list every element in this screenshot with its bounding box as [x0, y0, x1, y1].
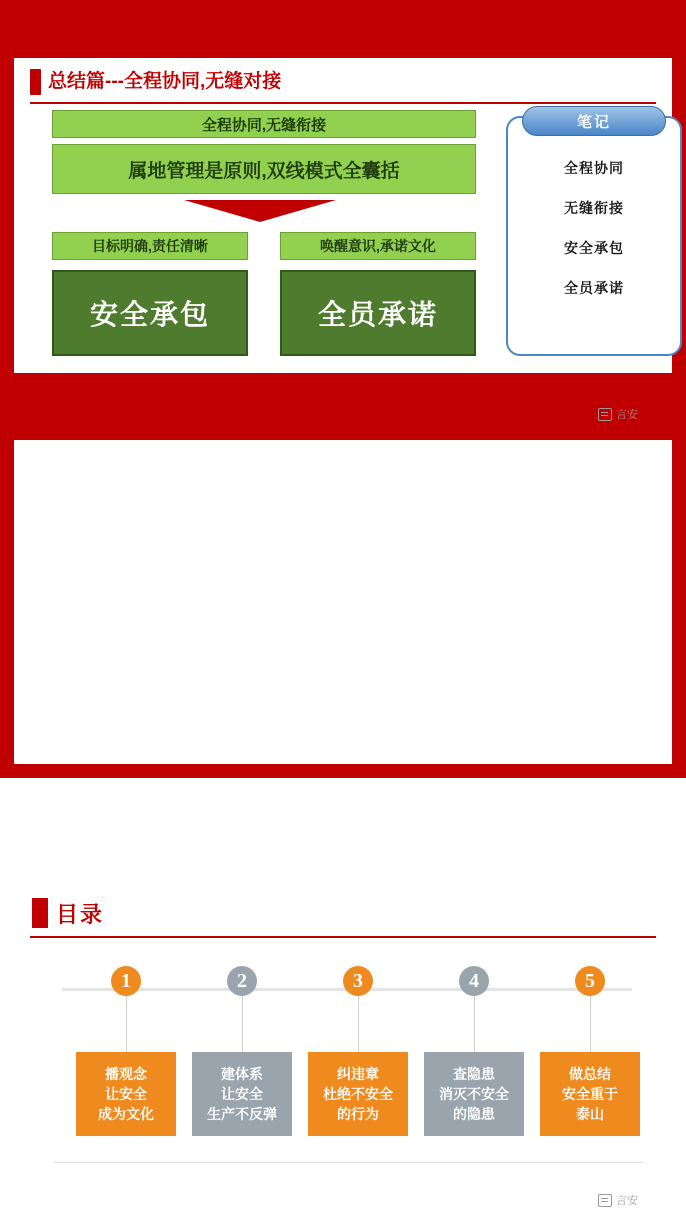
step-card-line: 的隐患 — [453, 1106, 495, 1122]
down-arrow-icon — [184, 200, 336, 222]
slide-summary — [14, 58, 672, 421]
step-number-1: 1 — [111, 966, 141, 996]
footer-divider — [54, 1162, 644, 1163]
slide1-title: 总结篇---全程协同,无缝对接 — [48, 71, 282, 92]
step-card-text — [439, 1064, 509, 1124]
step-card-line: 做总结 — [569, 1066, 611, 1082]
step-card-3[interactable] — [308, 1052, 408, 1136]
step-number-3: 3 — [343, 966, 373, 996]
wechat-icon — [598, 1194, 612, 1207]
step-card-line: 建体系 — [221, 1066, 263, 1082]
wechat-icon — [598, 408, 612, 421]
step-card-text — [207, 1064, 277, 1124]
step-card-text — [98, 1064, 154, 1124]
step-connector — [590, 996, 591, 1052]
step-card-line: 消灭不安全 — [439, 1086, 509, 1102]
step-card-line: 让安全 — [105, 1086, 147, 1102]
step-card-line: 成为文化 — [98, 1106, 154, 1122]
step-card-1[interactable] — [76, 1052, 176, 1136]
step-card-line: 的行为 — [337, 1106, 379, 1122]
step-card-text — [562, 1064, 618, 1124]
banner-top: 全程协同,无缝衔接 — [52, 110, 476, 138]
step-connector — [358, 996, 359, 1052]
slide-contents — [14, 440, 672, 1207]
note-item: 无缝衔接 — [564, 200, 624, 216]
step-connector — [474, 996, 475, 1052]
notes-list — [506, 158, 682, 318]
label-goal: 目标明确,责任清晰 — [52, 232, 248, 260]
step-card-line: 杜绝不安全 — [323, 1086, 393, 1102]
note-item: 安全承包 — [564, 240, 624, 256]
title-divider — [30, 102, 656, 104]
step-card-line: 播观念 — [105, 1066, 147, 1082]
title-marker-icon-2 — [32, 898, 48, 928]
step-card-4[interactable] — [424, 1052, 524, 1136]
step-card-5[interactable] — [540, 1052, 640, 1136]
step-card-line: 生产不反弹 — [207, 1106, 277, 1122]
title-marker-icon — [30, 69, 41, 95]
step-number-5: 5 — [575, 966, 605, 996]
banner-principle: 属地管理是原则,双线模式全囊括 — [52, 144, 476, 194]
step-card-line: 让安全 — [221, 1086, 263, 1102]
watermark-slide2 — [598, 1192, 638, 1208]
step-card-line: 安全重于 — [562, 1086, 618, 1102]
step-card-text — [323, 1064, 393, 1124]
box-all-staff-promise: 全员承诺 — [280, 270, 476, 356]
step-card-line: 泰山 — [576, 1106, 604, 1122]
slide1-title-row — [14, 66, 672, 100]
box-safety-contract: 安全承包 — [52, 270, 248, 356]
note-item: 全程协同 — [564, 160, 624, 176]
label-awareness: 唤醒意识,承诺文化 — [280, 232, 476, 260]
step-number-2: 2 — [227, 966, 257, 996]
step-connector — [242, 996, 243, 1052]
step-card-2[interactable] — [192, 1052, 292, 1136]
slide2-title: 目录 — [56, 902, 105, 927]
note-item: 全员承诺 — [564, 280, 624, 296]
title-divider-2 — [30, 936, 656, 938]
step-number-4: 4 — [459, 966, 489, 996]
notes-title: 笔记 — [522, 106, 666, 136]
step-card-line: 纠违章 — [337, 1066, 379, 1082]
watermark-text: 言安 — [616, 409, 638, 421]
watermark-slide1 — [598, 406, 638, 422]
step-connector — [126, 996, 127, 1052]
step-card-line: 查隐患 — [453, 1066, 495, 1082]
watermark-text: 言安 — [616, 1195, 638, 1207]
